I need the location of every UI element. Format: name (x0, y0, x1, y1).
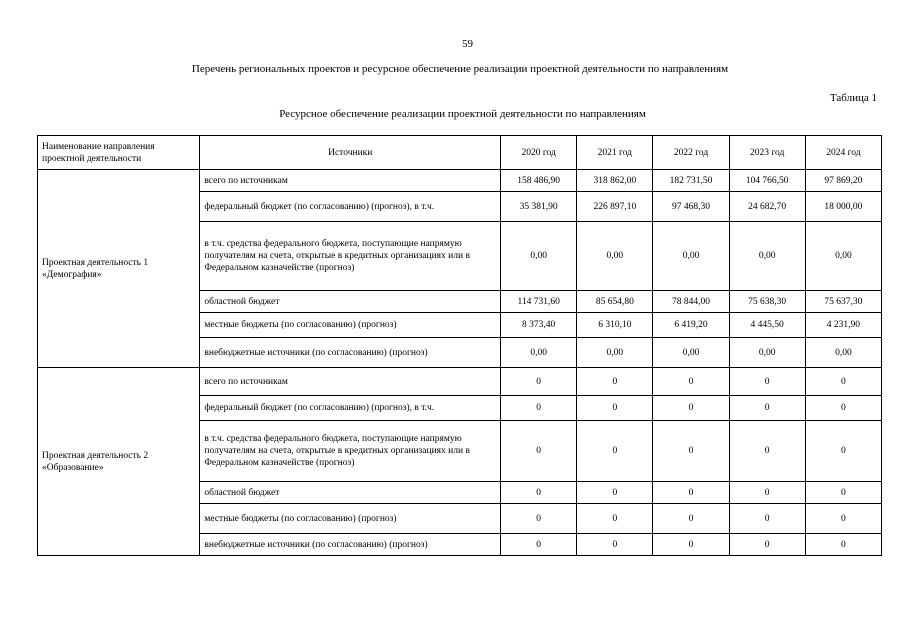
value-cell: 0,00 (577, 338, 653, 368)
table-title: Ресурсное обеспечение реализации проектной деятельности по направлениям (279, 108, 646, 120)
value-cell: 0 (805, 368, 881, 396)
direction-cell: Проектная деятельность 1 «Демография» (38, 170, 200, 368)
value-cell: 0 (805, 396, 881, 421)
value-cell: 0 (729, 534, 805, 556)
source-cell: федеральный бюджет (по согласованию) (прогноз), в т.ч. (200, 396, 501, 421)
header-year: 2024 год (805, 136, 881, 170)
value-cell: 0 (805, 504, 881, 534)
value-cell: 0 (805, 534, 881, 556)
value-cell: 75 637,30 (805, 291, 881, 313)
header-direction: Наименование направления проектной деятельности (38, 136, 200, 170)
value-cell: 0 (501, 534, 577, 556)
value-cell: 0 (501, 421, 577, 482)
value-cell: 0 (577, 421, 653, 482)
value-cell: 85 654,80 (577, 291, 653, 313)
table-row (38, 170, 882, 192)
value-cell: 0,00 (653, 222, 729, 291)
source-cell: внебюджетные источники (по согласованию) (прогноз) (200, 338, 501, 368)
header-sources: Источники (200, 136, 501, 170)
value-cell: 4 445,50 (729, 313, 805, 338)
value-cell: 114 731,60 (501, 291, 577, 313)
value-cell: 0,00 (729, 338, 805, 368)
value-cell: 0,00 (653, 338, 729, 368)
value-cell: 0 (501, 504, 577, 534)
value-cell: 35 381,90 (501, 192, 577, 222)
value-cell: 0 (501, 368, 577, 396)
value-cell: 0 (653, 482, 729, 504)
header-year: 2023 год (729, 136, 805, 170)
value-cell: 182 731,50 (653, 170, 729, 192)
value-cell: 0 (805, 421, 881, 482)
value-cell: 18 000,00 (805, 192, 881, 222)
value-cell: 6 419,20 (653, 313, 729, 338)
value-cell: 6 310,10 (577, 313, 653, 338)
document-title: Перечень региональных проектов и ресурсное обеспечение реализации проектной деятельности по направлениям (191, 63, 729, 75)
value-cell: 0,00 (729, 222, 805, 291)
value-cell: 0 (729, 504, 805, 534)
value-cell: 0 (653, 396, 729, 421)
value-cell: 0 (577, 396, 653, 421)
source-cell: областной бюджет (200, 482, 501, 504)
value-cell: 158 486,90 (501, 170, 577, 192)
value-cell: 24 682,70 (729, 192, 805, 222)
value-cell: 8 373,40 (501, 313, 577, 338)
value-cell: 97 869,20 (805, 170, 881, 192)
value-cell: 0 (729, 482, 805, 504)
resource-table (37, 135, 882, 556)
value-cell: 318 862,00 (577, 170, 653, 192)
source-cell: в т.ч. средства федерального бюджета, поступающие напрямую получателям на счета, открытые в кредитных организациях или в Федеральном казначействе (прогноз) (200, 222, 501, 291)
value-cell: 0 (805, 482, 881, 504)
value-cell: 0 (577, 504, 653, 534)
value-cell: 0 (653, 368, 729, 396)
value-cell: 0 (729, 421, 805, 482)
page-number: 59 (462, 38, 473, 50)
value-cell: 0 (653, 421, 729, 482)
value-cell: 0,00 (501, 222, 577, 291)
source-cell: внебюджетные источники (по согласованию) (прогноз) (200, 534, 501, 556)
value-cell: 97 468,30 (653, 192, 729, 222)
value-cell: 0 (653, 534, 729, 556)
header-year: 2021 год (577, 136, 653, 170)
header-year: 2020 год (501, 136, 577, 170)
value-cell: 0 (577, 534, 653, 556)
value-cell: 78 844,00 (653, 291, 729, 313)
source-cell: всего по источникам (200, 368, 501, 396)
value-cell: 0 (577, 482, 653, 504)
value-cell: 0 (729, 396, 805, 421)
value-cell: 104 766,50 (729, 170, 805, 192)
header-year: 2022 год (653, 136, 729, 170)
source-cell: в т.ч. средства федерального бюджета, поступающие напрямую получателям на счета, открытые в кредитных организациях или в Федеральном казначействе (прогноз) (200, 421, 501, 482)
table-row (38, 368, 882, 396)
value-cell: 75 638,30 (729, 291, 805, 313)
table-header-row (38, 136, 882, 170)
value-cell: 0,00 (501, 338, 577, 368)
value-cell: 4 231,90 (805, 313, 881, 338)
direction-cell: Проектная деятельность 2 «Образование» (38, 368, 200, 556)
value-cell: 0 (729, 368, 805, 396)
value-cell: 0 (653, 504, 729, 534)
value-cell: 226 897,10 (577, 192, 653, 222)
value-cell: 0 (501, 482, 577, 504)
value-cell: 0,00 (805, 338, 881, 368)
source-cell: местные бюджеты (по согласованию) (прогноз) (200, 504, 501, 534)
source-cell: областной бюджет (200, 291, 501, 313)
value-cell: 0 (577, 368, 653, 396)
source-cell: местные бюджеты (по согласованию) (прогноз) (200, 313, 501, 338)
value-cell: 0,00 (805, 222, 881, 291)
source-cell: федеральный бюджет (по согласованию) (прогноз), в т.ч. (200, 192, 501, 222)
source-cell: всего по источникам (200, 170, 501, 192)
value-cell: 0 (501, 396, 577, 421)
table-label: Таблица 1 (829, 92, 877, 104)
value-cell: 0,00 (577, 222, 653, 291)
